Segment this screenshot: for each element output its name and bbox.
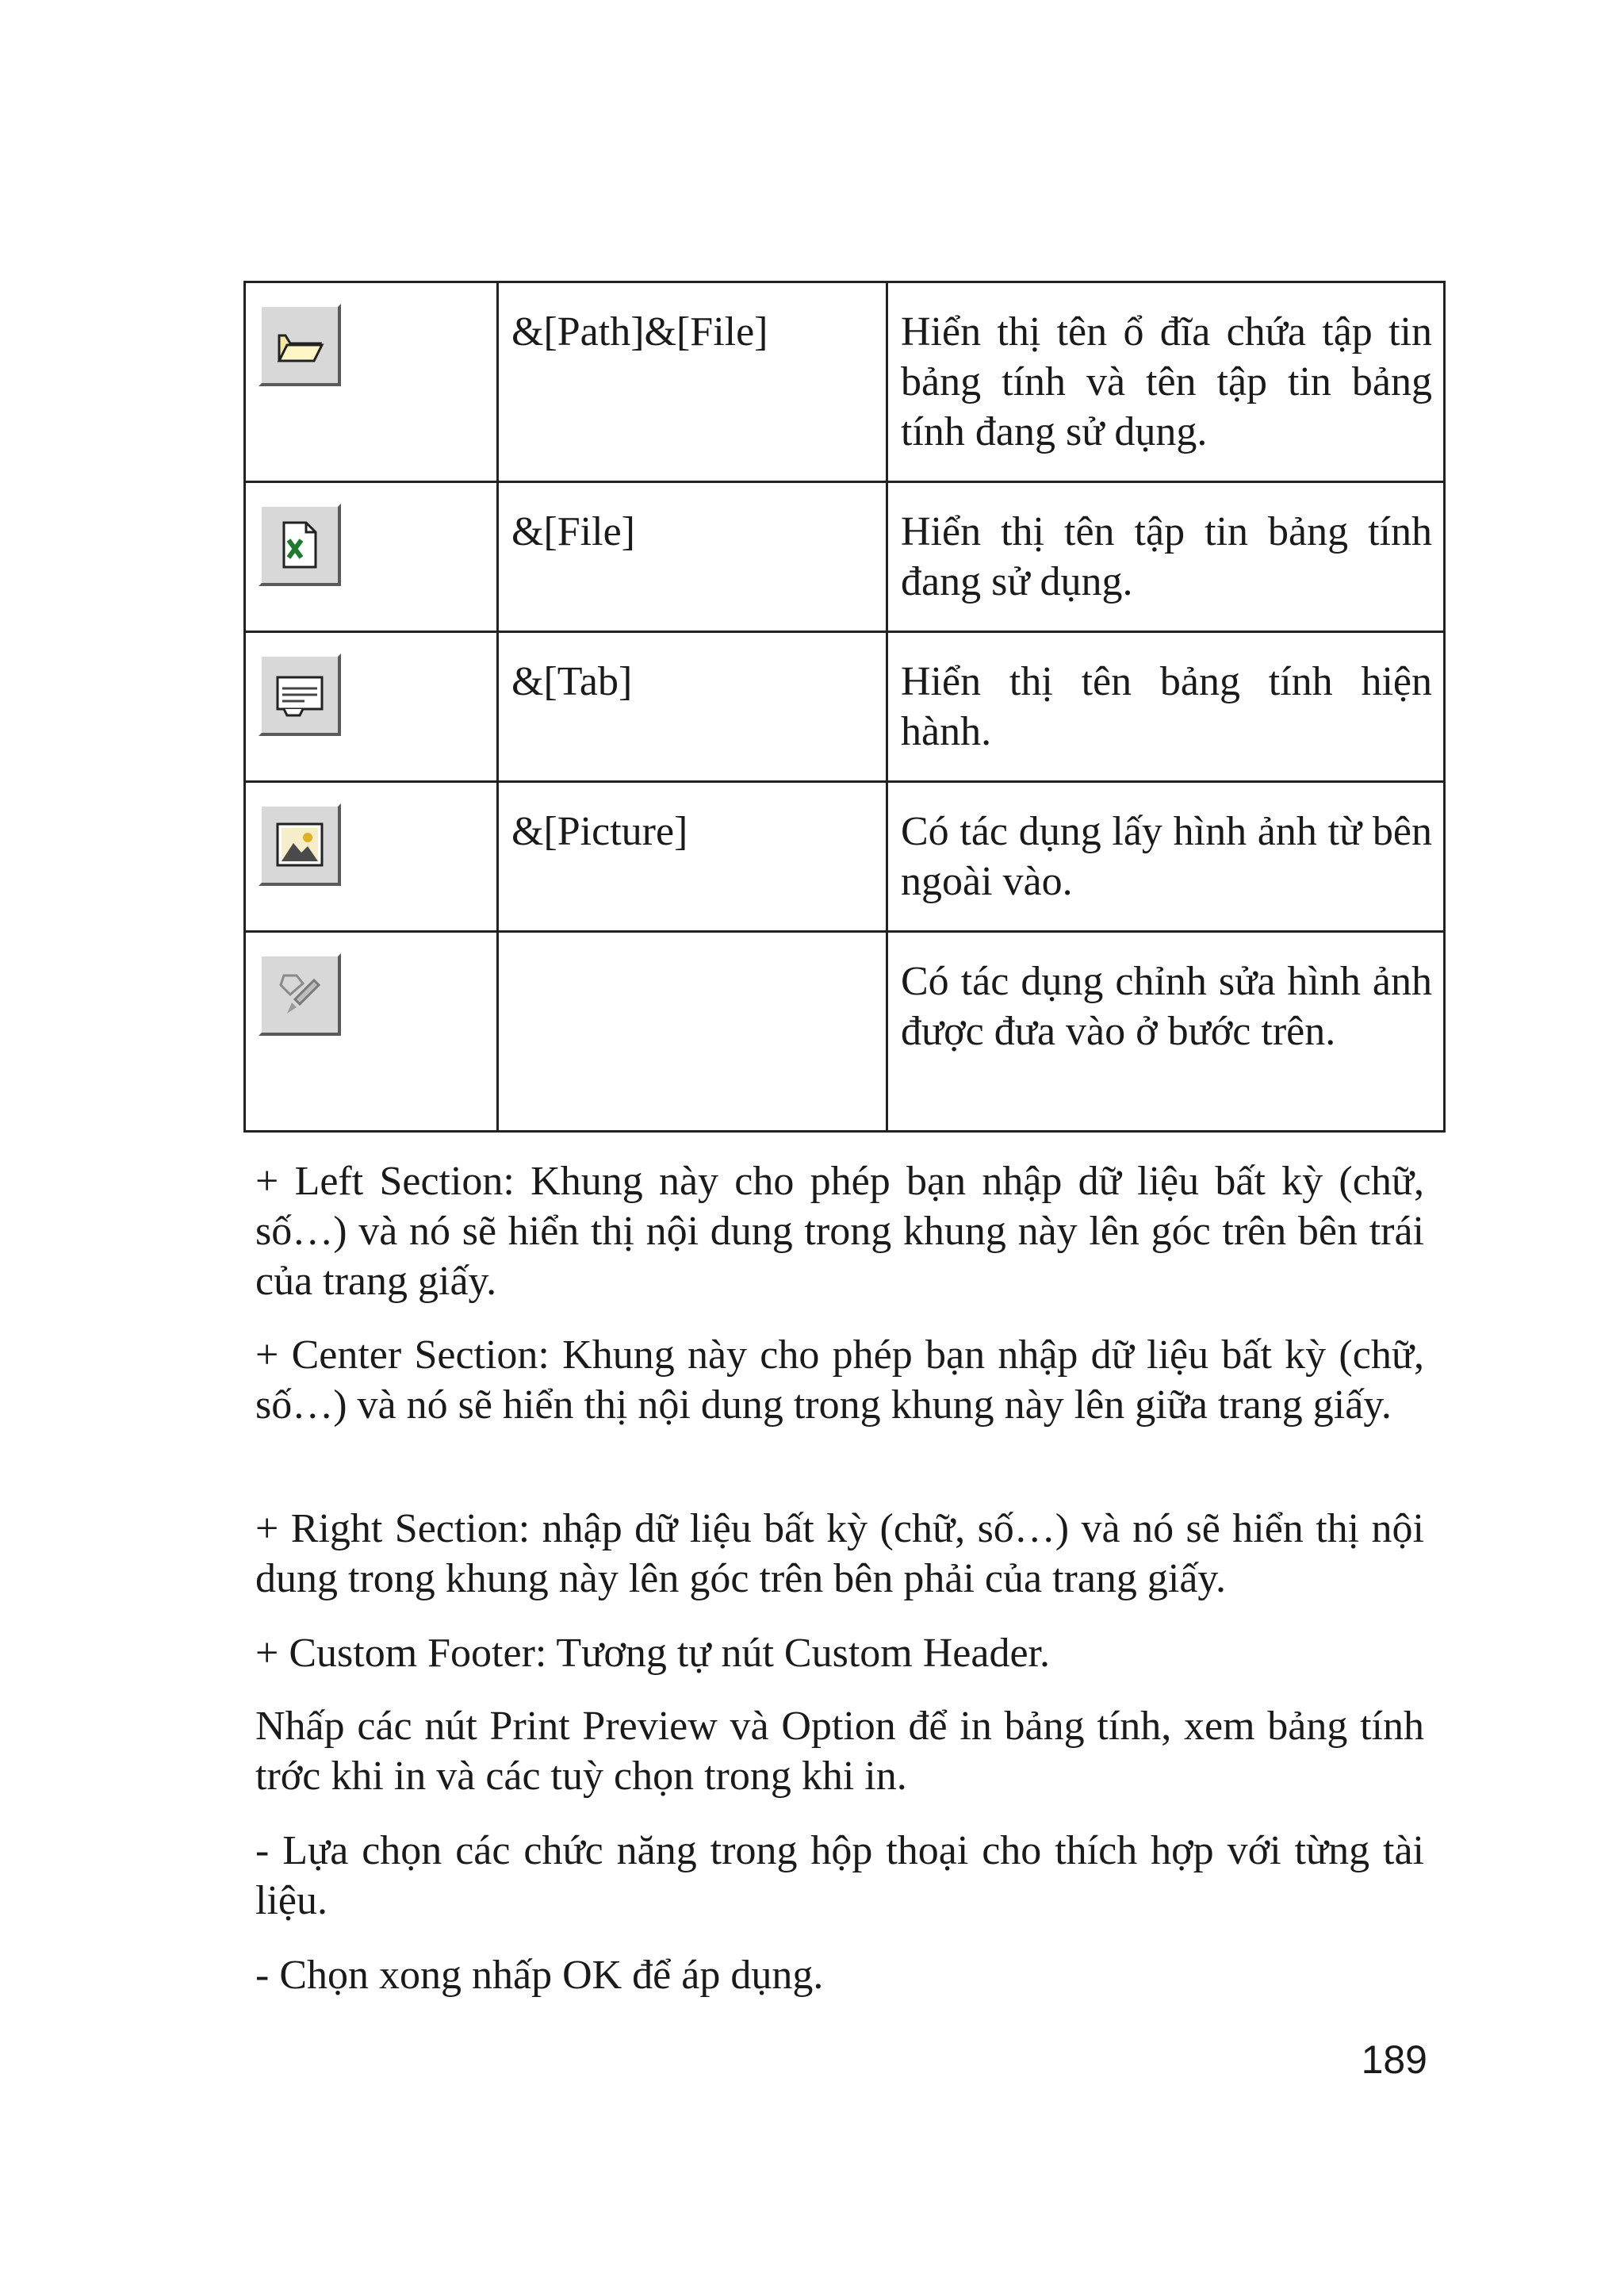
left-section-paragraph: + Left Section: Khung này cho phép bạn nhập dữ liệu bất kỳ (chữ, số…) và nó sẽ hiển thị nội dung trong khung này lên góc trên bên trái của trang giấy. xyxy=(255,1159,1424,1304)
custom-footer-paragraph: + Custom Footer: Tương tự nút Custom Header. xyxy=(255,1631,1050,1676)
format-picture-icon xyxy=(259,953,341,1036)
table-row xyxy=(245,482,1445,632)
folder-open-icon xyxy=(259,304,341,386)
icon-cell xyxy=(245,482,498,632)
description-cell: Có tác dụng chỉnh sửa hình ảnh được đưa vào ở bước trên. xyxy=(887,932,1445,1132)
choose-functions-paragraph: - Lựa chọn các chức năng trong hộp thoại cho thích hợp với từng tài liệu. xyxy=(255,1828,1424,1923)
description-cell: Có tác dụng lấy hình ảnh từ bên ngoài vào. xyxy=(887,782,1445,932)
table-row xyxy=(245,632,1445,782)
code-cell: &[Path]&[File] xyxy=(498,282,887,482)
icon-cell xyxy=(245,782,498,932)
icon-cell xyxy=(245,282,498,482)
description-cell: Hiển thị tên tập tin bảng tính đang sử dụng. xyxy=(887,482,1445,632)
description-cell: Hiển thị tên bảng tính hiện hành. xyxy=(887,632,1445,782)
sheet-tab-icon xyxy=(259,654,341,736)
table-row xyxy=(245,282,1445,482)
icon-cell xyxy=(245,632,498,782)
page-number: 189 xyxy=(1361,2037,1427,2082)
insert-picture-icon xyxy=(259,803,341,886)
code-cell xyxy=(498,932,887,1132)
header-codes-table xyxy=(243,281,1446,1133)
print-preview-paragraph: Nhấp các nút Print Preview và Option để in bảng tính, xem bảng tính trớc khi in và các tuỳ chọn trong khi in. xyxy=(255,1704,1424,1799)
excel-file-icon xyxy=(259,504,341,586)
right-section-paragraph: + Right Section: nhập dữ liệu bất kỳ (chữ, số…) và nó sẽ hiển thị nội dung trong khung này lên góc trên bên phải của trang giấy. xyxy=(255,1506,1424,1601)
code-cell: &[Picture] xyxy=(498,782,887,932)
description-cell: Hiển thị tên ổ đĩa chứa tập tin bảng tính và tên tập tin bảng tính đang sử dụng. xyxy=(887,282,1445,482)
icon-cell xyxy=(245,932,498,1132)
click-ok-paragraph: - Chọn xong nhấp OK để áp dụng. xyxy=(255,1953,824,1998)
code-cell: &[File] xyxy=(498,482,887,632)
table-row xyxy=(245,782,1445,932)
table-row xyxy=(245,932,1445,1132)
code-cell: &[Tab] xyxy=(498,632,887,782)
center-section-paragraph: + Center Section: Khung này cho phép bạn nhập dữ liệu bất kỳ (chữ, số…) và nó sẽ hiển thị nội dung trong khung này lên giữa trang giấy. xyxy=(255,1332,1424,1428)
